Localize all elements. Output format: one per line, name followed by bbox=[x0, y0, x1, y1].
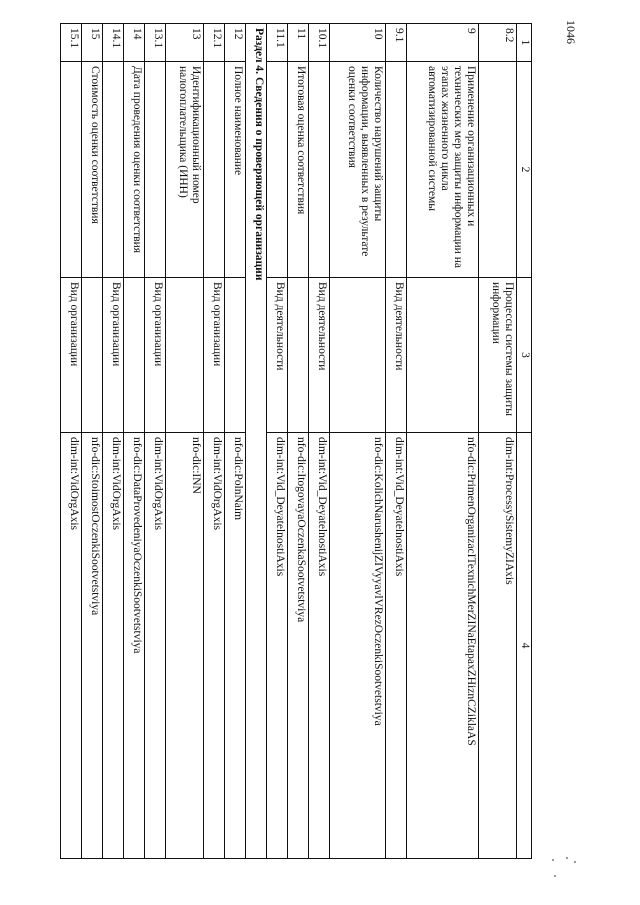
table-row bbox=[267, 24, 288, 859]
row-number-cell: 11 bbox=[288, 24, 309, 62]
element-code-cell: nfo-dic:INN bbox=[166, 433, 204, 859]
taxonomy-table bbox=[60, 23, 532, 859]
element-code-cell: dim-int:Vid_DeyatelnostiAxis bbox=[309, 433, 330, 859]
indicator-cell: Итоговая оценка соответствия bbox=[288, 62, 309, 278]
table-row bbox=[406, 24, 478, 859]
element-code-cell: dim-int:Vid_DeyatelnostiAxis bbox=[267, 433, 288, 859]
dimension-cell: Вид организации bbox=[103, 278, 124, 433]
table-row bbox=[124, 24, 145, 859]
row-number-cell: 9 bbox=[406, 24, 478, 62]
dimension-cell: Вид организации bbox=[204, 278, 225, 433]
rotated-table-container bbox=[60, 23, 532, 858]
table-row bbox=[478, 24, 516, 859]
row-number-cell: 15 bbox=[82, 24, 103, 62]
row-number-cell: 8.2 bbox=[478, 24, 516, 62]
section-prefix: Раздел 4. bbox=[253, 28, 266, 75]
table-row bbox=[103, 24, 124, 859]
indicator-cell bbox=[61, 62, 82, 278]
header-cell: 4 bbox=[517, 433, 532, 859]
indicator-cell bbox=[145, 62, 166, 278]
row-number-cell: 12 bbox=[225, 24, 246, 62]
row-number-cell: 14 bbox=[124, 24, 145, 62]
header-cell: 2 bbox=[517, 62, 532, 278]
table-row bbox=[61, 24, 82, 859]
section-header-row bbox=[246, 24, 267, 859]
element-code-cell: dim-int:ProcessySistemyZIAxis bbox=[478, 433, 516, 859]
row-number-cell: 9.1 bbox=[385, 24, 406, 62]
header-row bbox=[517, 24, 532, 859]
table-row bbox=[166, 24, 204, 859]
table-row bbox=[82, 24, 103, 859]
row-number-cell: 13.1 bbox=[145, 24, 166, 62]
table-row bbox=[330, 24, 385, 859]
scan-artifacts bbox=[548, 855, 588, 885]
indicator-cell: Полное наименование bbox=[225, 62, 246, 278]
section-title: Сведения о проверяющей организации bbox=[253, 76, 266, 281]
row-number-cell: 10 bbox=[330, 24, 385, 62]
dimension-cell: Процессы системы защиты информации bbox=[478, 278, 516, 433]
table-row bbox=[309, 24, 330, 859]
dimension-cell: Вид организации bbox=[145, 278, 166, 433]
indicator-cell: Стоимость оценки соответствия bbox=[82, 62, 103, 278]
dimension-cell: Вид деятельности bbox=[385, 278, 406, 433]
element-code-cell: nfo-dic:DataProvedeniyaOczenkiSootvetstviya bbox=[124, 433, 145, 859]
indicator-cell bbox=[103, 62, 124, 278]
element-code-cell: nfo-dic:KolichNarushenijZIVyyavlVRezOczenkiSootvetstviya bbox=[330, 433, 385, 859]
element-code-cell: dim-int:VidOrgAxis bbox=[61, 433, 82, 859]
row-number-cell: 10.1 bbox=[309, 24, 330, 62]
dimension-cell bbox=[330, 278, 385, 433]
dimension-cell bbox=[124, 278, 145, 433]
indicator-cell bbox=[385, 62, 406, 278]
row-number-cell: 13 bbox=[166, 24, 204, 62]
element-code-cell: nfo-dic:PrimenOrganizacITexnichMerZINaEtapaxZHiznCZiklaAS bbox=[406, 433, 478, 859]
element-code-cell: dim-int:Vid_DeyatelnostiAxis bbox=[385, 433, 406, 859]
indicator-cell bbox=[309, 62, 330, 278]
dimension-cell: Вид деятельности bbox=[267, 278, 288, 433]
element-code-cell: nfo-dic:PolnNaim bbox=[225, 433, 246, 859]
table-row bbox=[145, 24, 166, 859]
element-code-cell: dim-int:VidOrgAxis bbox=[145, 433, 166, 859]
section-header-cell bbox=[246, 24, 267, 859]
indicator-cell bbox=[267, 62, 288, 278]
element-code-cell: nfo-dic:StoimostOczenkiSootvetstviya bbox=[82, 433, 103, 859]
indicator-cell: Применение организационных и технических мер защиты информации на этапах жизненного цикла автоматизированной системы bbox=[406, 62, 478, 278]
indicator-cell bbox=[478, 62, 516, 278]
indicator-cell: Дата проведения оценки соответствия bbox=[124, 62, 145, 278]
dimension-cell bbox=[288, 278, 309, 433]
dimension-cell bbox=[225, 278, 246, 433]
row-number-cell: 12.1 bbox=[204, 24, 225, 62]
indicator-cell: Количество нарушений защиты информации, выявленных в результате оценки соответствия bbox=[330, 62, 385, 278]
element-code-cell: nfo-dic:ItogovayaOczenkaSootvetstviya bbox=[288, 433, 309, 859]
element-code-cell: dim-int:VidOrgAxis bbox=[204, 433, 225, 859]
dimension-cell bbox=[406, 278, 478, 433]
dimension-cell: Вид деятельности bbox=[309, 278, 330, 433]
row-number-cell: 14.1 bbox=[103, 24, 124, 62]
element-code-cell: dim-int:VidOrgAxis bbox=[103, 433, 124, 859]
table-row bbox=[204, 24, 225, 859]
table-row bbox=[225, 24, 246, 859]
page-number: 1046 bbox=[564, 20, 578, 44]
dimension-cell: Вид организации bbox=[61, 278, 82, 433]
table-row bbox=[385, 24, 406, 859]
row-number-cell: 15.1 bbox=[61, 24, 82, 62]
header-cell: 3 bbox=[517, 278, 532, 433]
table-row bbox=[288, 24, 309, 859]
indicator-cell bbox=[204, 62, 225, 278]
dimension-cell bbox=[82, 278, 103, 433]
dimension-cell bbox=[166, 278, 204, 433]
header-cell: 1 bbox=[517, 24, 532, 62]
indicator-cell: Идентификационный номер налогоплательщика (ИНН) bbox=[166, 62, 204, 278]
row-number-cell: 11.1 bbox=[267, 24, 288, 62]
